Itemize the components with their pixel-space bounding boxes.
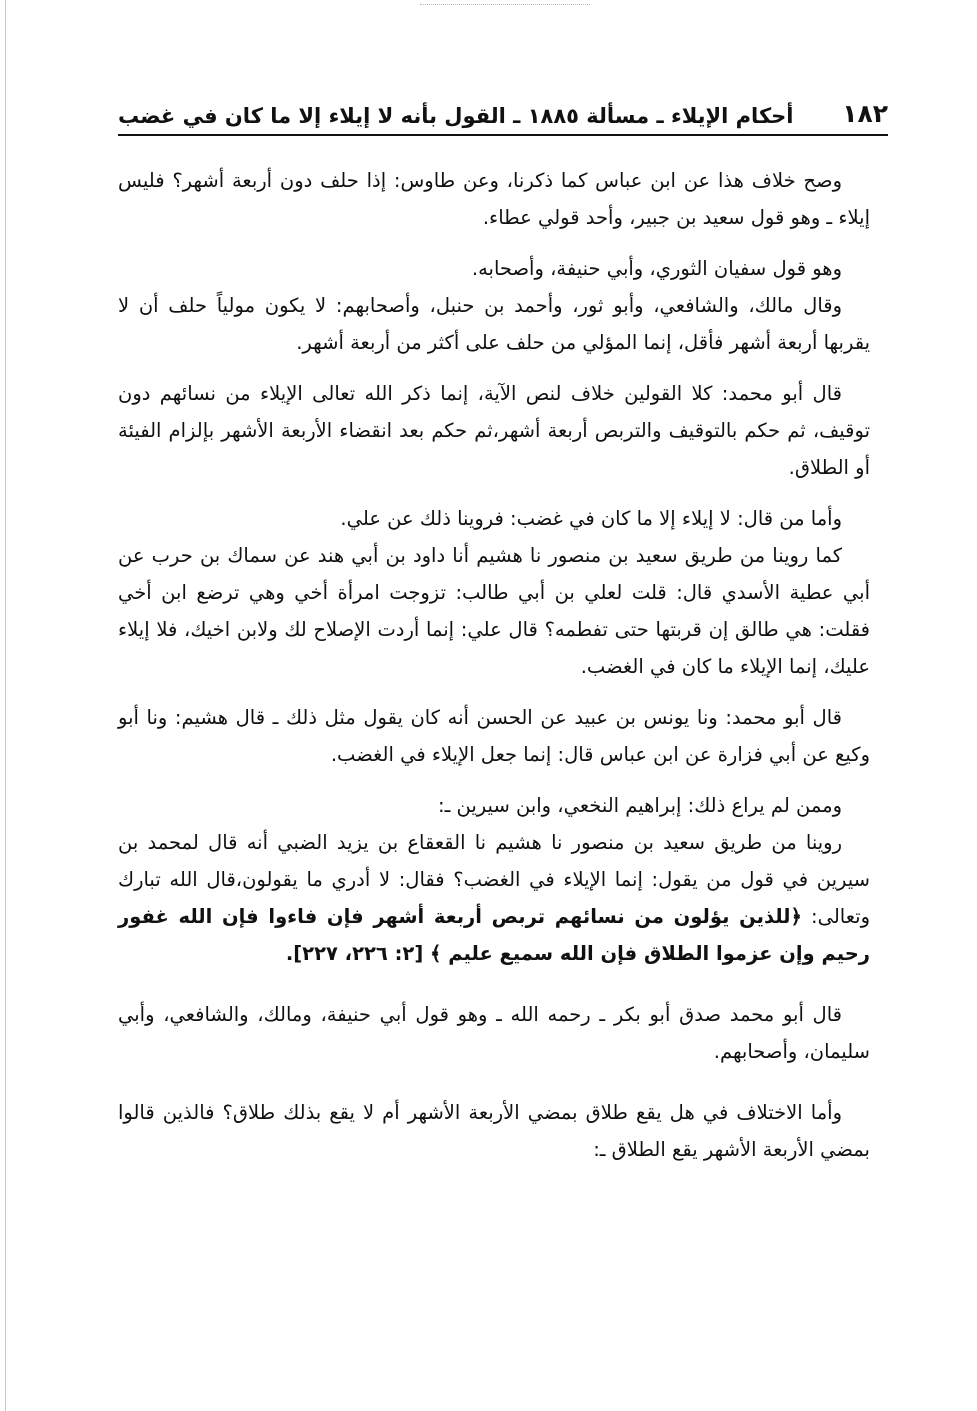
paragraph: وصح خلاف هذا عن ابن عباس كما ذكرنا، وعن طاوس: إذا حلف دون أربعة أشهر؟ فليس إيلاء ـ وهو قول سعيد بن جبير، وأحد قولي عطاء. bbox=[118, 169, 870, 229]
page-number: ١٨٢ bbox=[842, 99, 888, 128]
paragraph-text: روينا من طريق سعيد بن منصور نا هشيم نا القعقاع بن يزيد الضبي أنه قال لمحمد بن سيرين في قول من يقول: إنما الإيلاء في الغضب؟ فقال: لا أدري ما يقولون،قال الله تبارك وتعالى: bbox=[118, 831, 870, 928]
paragraph: وأما من قال: لا إيلاء إلا ما كان في غضب: فروينا ذلك عن علي. bbox=[340, 507, 842, 530]
quran-verse: ﴿للذين يؤلون من نسائهم تربص أربعة أشهر فإن فاءوا فإن الله غفور رحيم وإن عزموا الطلاق فإن الله سميع عليم ﴾ [٢: ٢٢٦، ٢٢٧]. bbox=[118, 905, 870, 965]
paragraph: قال أبو محمد صدق أبو بكر ـ رحمه الله ـ وهو قول أبي حنيفة، ومالك، والشافعي، وأبي سليمان، وأصحابهم. bbox=[118, 1003, 870, 1063]
paragraph: وممن لم يراع ذلك: إبراهيم النخعي، وابن سيرين ـ: bbox=[438, 794, 842, 817]
paragraph: وأما الاختلاف في هل يقع طلاق بمضي الأربعة الأشهر أم لا يقع بذلك طلاق؟ فالذين قالوا بمضي الأربعة الأشهر يقع الطلاق ـ: bbox=[118, 1101, 870, 1161]
paragraph: وقال مالك، والشافعي، وأبو ثور، وأحمد بن حنبل، وأصحابهم: لا يكون مولياً حلف أن لا يقربها أربعة أشهر فأقل، إنما المؤلي من حلف على أكثر من أربعة أشهر. bbox=[118, 294, 870, 354]
scan-margin-line bbox=[5, 0, 6, 1411]
top-dotted-rule bbox=[420, 4, 590, 5]
paragraph: قال أبو محمد: ونا يونس بن عبيد عن الحسن أنه كان يقول مثل ذلك ـ قال هشيم: ونا أبو وكيع عن أبي فزارة عن ابن عباس قال: إنما جعل الإيلاء في الغضب. bbox=[118, 706, 870, 766]
body-text bbox=[118, 162, 870, 1168]
paragraph: وهو قول سفيان الثوري، وأبي حنيفة، وأصحابه. bbox=[471, 257, 842, 280]
running-title: أحكام الإيلاء ـ مسألة ١٨٨٥ ـ القول بأنه لا إيلاء إلا ما كان في غضب bbox=[118, 104, 794, 128]
paragraph-with-verse bbox=[118, 824, 870, 972]
paragraph: قال أبو محمد: كلا القولين خلاف لنص الآية، إنما ذكر الله تعالى الإيلاء من نسائهم دون توقيف، ثم حكم بالتوقيف والتربص أربعة أشهر،ثم حكم بعد انقضاء الأربعة الأشهر بإلزام الفيئة أو الطلاق. bbox=[118, 382, 870, 479]
paragraph: كما روينا من طريق سعيد بن منصور نا هشيم أنا داود بن أبي هند عن سماك بن حرب عن أبي عطية الأسدي قال: قلت لعلي بن أبي طالب: تزوجت امرأة أخي وهي ترضع ابن أخي فقلت: هي طالق إن قربتها حتى تفطمه؟ قال علي: إنما أردت الإصلاح لك ولابن اخيك، فلا إيلاء عليك، إنما الإيلاء ما كان في الغضب. bbox=[118, 544, 870, 678]
page-header bbox=[118, 78, 888, 136]
